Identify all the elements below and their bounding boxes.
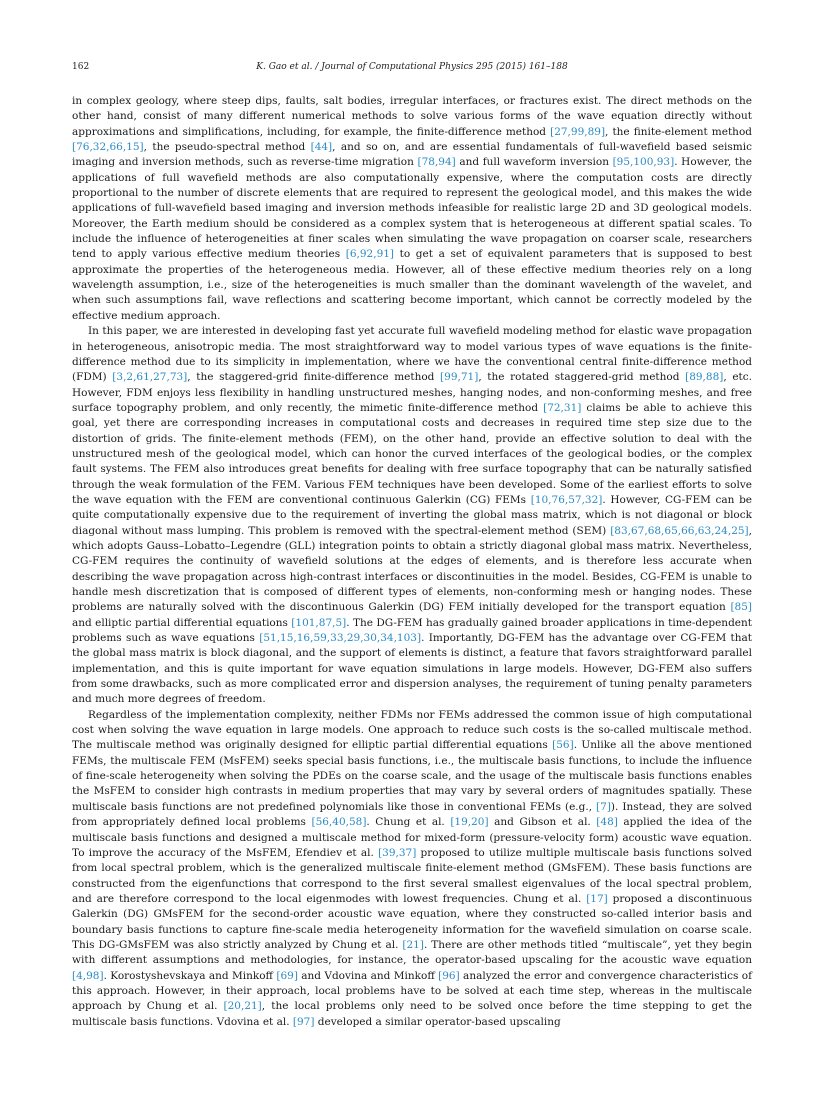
article-body xyxy=(72,94,752,1030)
citation-link[interactable]: [83,67,68,65,66,63,24,25] xyxy=(610,524,749,537)
citation-link[interactable]: [4,98] xyxy=(72,969,104,982)
citation-link[interactable]: [69] xyxy=(276,969,298,982)
citation-link[interactable]: [72,31] xyxy=(543,401,582,414)
citation-link[interactable]: [97] xyxy=(292,1015,315,1028)
citation-link[interactable]: [21] xyxy=(402,938,424,951)
citation-link[interactable]: [85] xyxy=(730,601,752,614)
citation-link[interactable]: [44] xyxy=(310,141,333,154)
page-number: 162 xyxy=(72,62,90,72)
citation-link[interactable]: [17] xyxy=(586,892,608,905)
citation-link[interactable]: [89,88] xyxy=(685,371,724,384)
citation-link[interactable]: [3,2,61,27,73] xyxy=(112,371,188,384)
paragraph: Regardless of the implementation complexity, neither FDMs nor FEMs addressed the common issue of high computational cost when solving the wave equation in large models. One approach to reduce such costs is the so-called multiscale method. The multiscale method was originally designed for elliptic partial differential equations [56]. Unlike all the above mentioned FEMs, the multiscale FEM (MsFEM) seeks special basis functions, i.e., the multiscale basis functions, to include the influence of fine-scale heterogeneity when solving the PDEs on the coarse scale, and the usage of the multiscale basis functions enables the MsFEM to consider high contrasts in medium properties that may vary by several orders of magnitudes spatially. These multiscale basis functions are not predefined polynomials like those in conventional FEMs (e.g., [7]). Instead, they are solved from appropriately defined local problems [56,40,58]. Chung et al. [19,20] and Gibson et al. [48] applied the idea of the multiscale basis functions and designed a multiscale method for mixed-form (pressure-velocity form) acoustic wave equation. To improve the accuracy of the MsFEM, Efendiev et al. [39,37] proposed to utilize multiple multiscale basis functions solved from local spectral problem, which is the generalized multiscale finite-element method (GMsFEM). These basis functions are constructed from the eigenfunctions that correspond to the first several smallest eigenvalues of the local spectral problem, and are therefore correspond to the local eigenmodes with lowest frequencies. Chung et al. [17] proposed a discontinuous Galerkin (DG) GMsFEM for the second-order acoustic wave equation, where they constructed so-called interior basis and boundary basis functions to capture fine-scale media heterogeneity information for the wavefield simulation on coarse scale. This DG-GMsFEM was also strictly analyzed by Chung et al. [21]. There are other methods titled “multiscale”, yet they begin with different assumptions and methodologies, for instance, the operator-based upscaling for the acoustic wave equation [4,98]. Korostyshevskaya and Minkoff [69] and Vdovina and Minkoff [96] analyzed the error and convergence characteristics of this approach. However, in their approach, local problems have to be solved at each time step, whereas in the multiscale approach by Chung et al. [20,21], the local problems only need to be solved once before the time stepping to get the multiscale basis functions. Vdovina et al. [97] developed a similar operator-based upscaling xyxy=(72,708,753,1028)
running-header xyxy=(72,62,752,76)
citation-link[interactable]: [51,15,16,59,33,29,30,34,103] xyxy=(259,632,422,645)
paragraph: In this paper, we are interested in developing fast yet accurate full wavefield modeling method for elastic wave propagation in heterogeneous, anisotropic media. The most straightforward way to model various types of wave equations is the finite-difference method due to its simplicity in implementation, where we have the conventional central finite-difference method (FDM) [3,2,61,27,73], the staggered-grid finite-difference method [99,71], the rotated staggered-grid method [89,88], etc. However, FDM enjoys less flexibility in handling unstructured meshes, hanging nodes, and non-conforming meshes, and free surface topography problem, and only recently, the mimetic finite-difference method [72,31] claims be able to achieve this goal, yet there are corresponding increases in computational costs and decreases in required time step size due to the distortion of grids. The finite-element methods (FEM), on the other hand, provide an effective solution to deal with the unstructured mesh of the geological model, which can honor the curved interfaces of the geological bodies, or the complex fault systems. The FEM also introduces great benefits for dealing with free surface topography that can be naturally satisfied through the weak formulation of the FEM. Various FEM techniques have been developed. Some of the earliest efforts to solve the wave equation with the FEM are conventional continuous Galerkin (CG) FEMs [10,76,57,32]. However, CG-FEM can be quite computationally expensive due to the requirement of inverting the global mass matrix, which is not diagonal or block diagonal without mass lumping. This problem is removed with the spectral-element method (SEM) [83,67,68,65,66,63,24,25], which adopts Gauss–Lobatto–Legendre (GLL) integration points to obtain a strictly diagonal global mass matrix. Nevertheless, CG-FEM requires the continuity of wavefield solutions at the edges of elements, and is therefore less accurate when describing the wave propagation across high-contrast interfaces or discontinuities in the model. Besides, CG-FEM is unable to handle mesh discretization that is composed of different types of elements, non-conforming mesh or hanging nodes. These problems are naturally solved with the discontinuous Galerkin (DG) FEM initially developed for the transport equation [85] and elliptic partial differential equations [101,87,5]. The DG-FEM has gradually gained broader applications in time-dependent problems such as wave equations [51,15,16,59,33,29,30,34,103]. Importantly, DG-FEM has the advantage over CG-FEM that the global mass matrix is block diagonal, and the support of elements is distinct, a feature that favors straightforward parallel implementation, and this is quite important for wave equation simulations in large models. However, DG-FEM also suffers from some drawbacks, such as more complicated error and dispersion analyses, the requirement of tuning penalty parameters and much more degrees of freedom. xyxy=(72,325,753,706)
journal-citation: K. Gao et al. / Journal of Computational Physics 295 (2015) 161–188 xyxy=(256,62,568,72)
citation-link[interactable]: [56,40,58] xyxy=(311,816,367,829)
citation-link[interactable]: [7] xyxy=(596,800,611,813)
citation-link[interactable]: [48] xyxy=(596,816,618,829)
citation-link[interactable]: [99,71] xyxy=(440,371,479,384)
citation-link[interactable]: [27,99,89] xyxy=(550,125,606,138)
citation-link[interactable]: [95,100,93] xyxy=(612,156,675,169)
citation-link[interactable]: [20,21] xyxy=(223,1000,262,1013)
citation-link[interactable]: [101,87,5] xyxy=(291,616,347,629)
citation-link[interactable]: [19,20] xyxy=(450,816,489,829)
citation-link[interactable]: [78,94] xyxy=(417,156,456,169)
citation-link[interactable]: [10,76,57,32] xyxy=(530,493,603,506)
citation-link[interactable]: [39,37] xyxy=(378,846,417,859)
paragraph: in complex geology, where steep dips, faults, salt bodies, irregular interfaces, or fractures exist. The direct methods on the other hand, consist of many different numerical methods to solve various forms of the wave equation directly without approximations and simplifications, including, for example, the finite-difference method [27,99,89], the finite-element method [76,32,66,15], the pseudo-spectral method [44], and so on, and are essential fundamentals of full-wavefield based seismic imaging and inversion methods, such as reverse-time migration [78,94] and full waveform inversion [95,100,93]. However, the applications of full wavefield methods are also computationally expensive, where the computation costs are directly proportional to the number of discrete elements that are required to represent the geological model, and this makes the wide applications of full-wavefield based imaging and inversion methods infeasible for realistic large 2D and 3D geological models. Moreover, the Earth medium should be considered as a complex system that is heterogeneous at different spatial scales. To include the influence of heterogeneities at finer scales when simulating the wave propagation on coarser scale, researchers tend to apply various effective medium theories [6,92,91] to get a set of equivalent parameters that is supposed to best approximate the properties of the heterogeneous media. However, all of these effective medium theories rely on a long wavelength assumption, i.e., size of the heterogeneities is much smaller than the dominant wavelength of the wavelet, and when such assumptions fail, wave reflections and scattering become important, which cannot be correctly modeled by the effective medium approach. xyxy=(72,95,752,322)
citation-link[interactable]: [96] xyxy=(438,969,460,982)
citation-link[interactable]: [6,92,91] xyxy=(345,248,395,261)
citation-link[interactable]: [76,32,66,15] xyxy=(72,141,144,154)
citation-link[interactable]: [56] xyxy=(552,739,574,752)
